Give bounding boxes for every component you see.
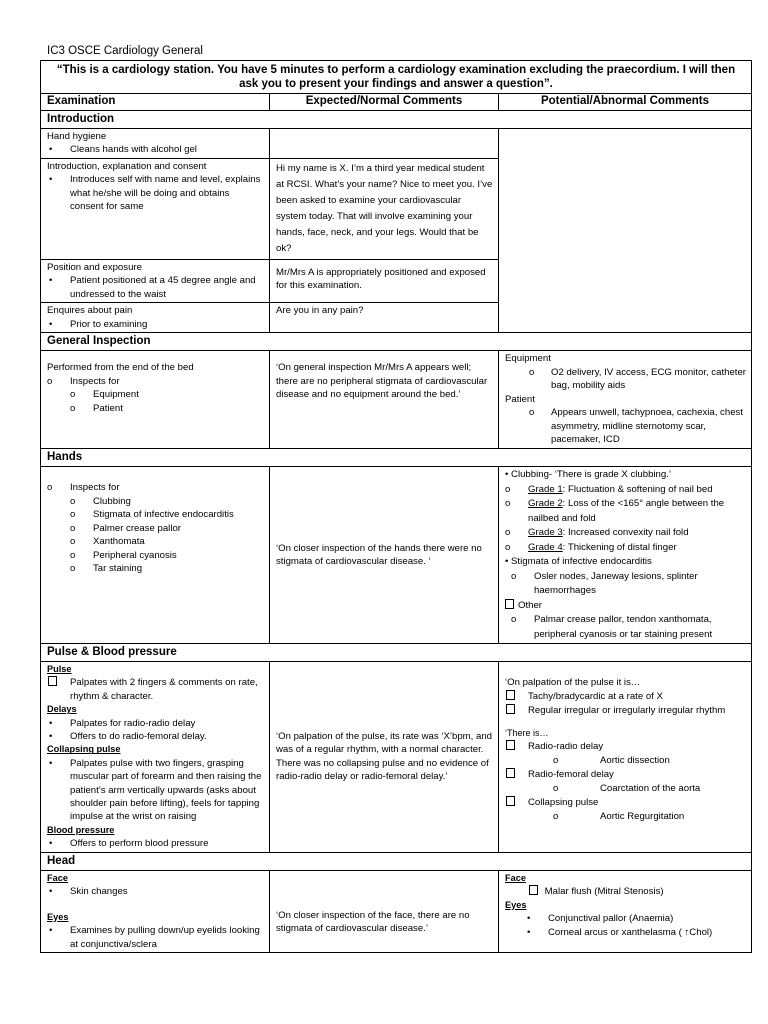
face-label: Face	[47, 872, 68, 883]
intro-abnormal-cell	[499, 128, 752, 333]
position-title: Position and exposure	[47, 261, 142, 273]
abn-face-text: Malar flush (Mitral Stenosis)	[544, 886, 664, 898]
grade-1-label: Grade 1	[528, 483, 563, 495]
grade-3-text: : Increased convexity nail fold	[562, 527, 689, 538]
pulse-abn-rhythm-text: Regular irregular or irregularly irregular rhythm	[528, 705, 726, 716]
consent-item: • Introduces self with name and level, explains what he/she will be doing and obtains consent for same	[47, 173, 265, 214]
checkbox-glyph-icon	[506, 704, 515, 714]
head-normal-text: ‘On closer inspection of the face, there are no stigmata of cardiovascular disease.’	[276, 909, 470, 935]
pain-item: • Prior to examining	[47, 318, 265, 332]
rr-delay-text: Radio-radio delay	[528, 741, 604, 752]
checkbox-glyph-icon	[506, 740, 515, 750]
hand-hygiene-item: • Cleans hands with alcohol gel	[47, 143, 265, 157]
pulse-abn-rhythm	[505, 704, 747, 718]
hands-exam	[41, 467, 270, 644]
delays-item-radio-femoral: • Offers to do radio-femoral delay.	[47, 730, 265, 743]
position-item: • Patient positioned at a 45 degree angle and undressed to the waist	[47, 274, 265, 301]
abn-face	[505, 885, 747, 899]
column-header-expected: Expected/Normal Comments	[270, 94, 499, 111]
rf-cause: o Coarctation of the aorta	[505, 782, 747, 796]
general-exam	[41, 351, 270, 449]
pulse-label: Pulse	[47, 664, 72, 674]
intro-position	[41, 259, 270, 303]
clubbing-head-text: Clubbing- ‘There is grade X clubbing.’	[511, 469, 672, 480]
clubbing-head: • Clubbing- ‘There is grade X clubbing.’	[505, 469, 672, 480]
intro-pain	[41, 303, 270, 333]
rf-delay-text: Radio-femoral delay	[528, 769, 614, 780]
endocarditis-head-text: Stigmata of infective endocarditis	[511, 556, 652, 567]
abn-eyes-label: Eyes	[505, 899, 527, 910]
grade-3	[505, 526, 747, 541]
general-normal-text: ‘On general inspection Mr/Mrs A appears well; there are no peripheral stigmata of cardiovascular disease and no equipment around the bed.’	[276, 362, 488, 400]
general-abn-patient-label: Patient	[505, 393, 535, 405]
general-abn-patient: o Appears unwell, tachypnoea, cachexia, chest asymmetry, midline sternotomy scar, pacemaker, ICD	[529, 406, 747, 447]
general-normal	[270, 351, 499, 449]
section-head: Head	[41, 852, 752, 870]
hands-abnormal	[499, 467, 752, 644]
pain-comment	[270, 303, 499, 333]
delays-item-radio-radio: • Palpates for radio-radio delay	[47, 717, 265, 730]
pulse-abn-rate-text: Tachy/bradycardic at a rate of X	[528, 691, 663, 702]
collapsing-cause: o Aortic Regurgitation	[505, 810, 747, 824]
grade-3-label: Grade 3	[528, 527, 563, 538]
rf-delay	[505, 768, 747, 782]
general-exam-title: Performed from the end of the bed	[47, 362, 194, 373]
collapsing-item: • Palpates pulse with two fingers, grasping muscular part of forearm and then raising the patient’s arm vertically upwards (asks about shoulder pain before lifting), feels for tapping impulse at the wrist on raising	[47, 757, 265, 824]
hands-inspects: o Inspects for	[47, 481, 265, 495]
checkbox-glyph-icon	[506, 768, 515, 778]
endocarditis-head: • Stigmata of infective endocarditis	[505, 556, 652, 567]
eyes-label: Eyes	[47, 911, 69, 922]
intro-hand-hygiene-normal	[270, 128, 499, 158]
general-abnormal	[499, 351, 752, 449]
consent-title: Introduction, explanation and consent	[47, 160, 207, 172]
grade-4-label: Grade 4	[528, 541, 563, 553]
head-exam	[41, 870, 270, 953]
pulse-normal-text: ‘On palpation of the pulse, its rate was ‘X’bpm, and was of a regular rhythm, with a normal character. There was no collapsing pulse and no evidence of radio-radio delay or radio-femoral delay.’	[276, 730, 492, 783]
hands-item-endocarditis: o Stigmata of infective endocarditis	[70, 508, 265, 522]
grade-4	[505, 541, 747, 556]
checkbox-glyph-icon	[505, 599, 514, 609]
grade-2	[505, 497, 747, 526]
abn-face-label: Face	[505, 872, 526, 883]
delays-label: Delays	[47, 704, 77, 715]
section-introduction: Introduction	[41, 110, 752, 128]
pulse-abnormal	[499, 662, 752, 853]
endocarditis-item: o Osler nodes, Janeway lesions, splinter haemorrhages	[511, 570, 747, 599]
document-title: IC3 OSCE Cardiology General	[47, 45, 203, 57]
checkbox-glyph-icon	[48, 676, 57, 686]
general-abn-equipment-label: Equipment	[505, 353, 551, 364]
hands-normal	[270, 467, 499, 644]
rr-delay	[505, 740, 747, 754]
general-item-equipment: o Equipment	[70, 388, 265, 402]
pulse-abn-head: ‘On palpation of the pulse it is…	[505, 677, 641, 688]
other-head	[505, 599, 747, 614]
hand-hygiene-title: Hand hygiene	[47, 130, 107, 142]
pulse-item-text: Palpates with 2 fingers & comments on rate, rhythm & character.	[70, 677, 258, 702]
other-item: o Palmar crease pallor, tendon xanthomata, peripheral cyanosis or tar staining present	[511, 613, 747, 642]
intro-consent	[41, 158, 270, 259]
bp-label: Blood pressure	[47, 824, 115, 835]
grade-2-text: : Loss of the <165° angle between the nailbed and fold	[528, 498, 725, 524]
station-instructions: “This is a cardiology station. You have 5 minutes to perform a cardiology examination excluding the praecordium. I will then ask you to present your findings and answer a question”.	[41, 61, 752, 94]
section-pulse-bp: Pulse & Blood pressure	[41, 644, 752, 662]
consent-comment	[270, 158, 499, 259]
checkbox-glyph-icon	[529, 885, 538, 895]
grade-2-label: Grade 2	[528, 498, 563, 509]
rr-cause: o Aortic dissection	[505, 754, 747, 768]
hands-item-clubbing: o Clubbing	[70, 495, 265, 509]
pain-title: Enquires about pain	[47, 305, 133, 316]
collapsing-pulse-text: Collapsing pulse	[528, 797, 599, 808]
pulse-item	[47, 676, 265, 703]
collapsing-pulse	[505, 796, 747, 810]
hands-normal-text: ‘On closer inspection of the hands there were no stigmata of cardiovascular disease. ‘	[276, 542, 482, 567]
pulse-normal	[270, 662, 499, 853]
pulse-abn-rate	[505, 690, 747, 704]
section-hands: Hands	[41, 449, 752, 467]
general-inspects: o Inspects for	[47, 375, 265, 389]
consent-comment-text: Hi my name is X. I’m a third year medical student at RCSI. What’s your name? Nice to meet you. I’ve been asked to examine your cardiovascular system today. That will involve examining your hands, face, neck, and your legs. Would that be ok?	[276, 162, 493, 254]
pulse-exam	[41, 662, 270, 853]
hands-item-palmar-pallor: o Palmer crease pallor	[70, 522, 265, 536]
general-abn-equipment: o O2 delivery, IV access, ECG monitor, catheter bag, mobility aids	[529, 366, 747, 393]
head-abnormal	[499, 870, 752, 953]
hands-item-xanthomata: o Xanthomata	[70, 535, 265, 549]
section-general-inspection: General Inspection	[41, 333, 752, 351]
grade-4-text: : Thickening of distal finger	[562, 541, 677, 553]
position-comment	[270, 259, 499, 303]
pain-comment-text: Are you in any pain?	[276, 305, 364, 316]
general-item-patient: o Patient	[70, 402, 265, 416]
intro-hand-hygiene	[41, 128, 270, 158]
abn-eyes-pallor: • Conjunctival pallor (Anaemia)	[525, 912, 747, 926]
hands-item-tar: o Tar staining	[70, 562, 265, 576]
checkbox-glyph-icon	[506, 690, 515, 700]
checkbox-glyph-icon	[506, 796, 515, 806]
hands-item-cyanosis: o Peripheral cyanosis	[70, 549, 265, 563]
column-headers	[41, 94, 752, 111]
column-header-abnormal: Potential/Abnormal Comments	[499, 94, 752, 111]
abn-eyes-arcus: • Corneal arcus or xanthelasma ( ↑Chol)	[525, 926, 747, 940]
head-normal	[270, 870, 499, 953]
position-comment-text: Mr/Mrs A is appropriately positioned and exposed for this examination.	[276, 266, 486, 291]
cardiology-osce-table	[40, 60, 752, 953]
other-head-text: Other	[518, 599, 542, 611]
bp-item: • Offers to perform blood pressure	[47, 837, 265, 850]
grade-1	[505, 483, 747, 498]
column-header-examination: Examination	[41, 94, 270, 111]
face-item: • Skin changes	[47, 885, 265, 899]
grade-1-text: : Fluctuation & softening of nail bed	[562, 483, 713, 495]
eyes-item: • Examines by pulling down/up eyelids looking at conjunctiva/sclera	[47, 924, 265, 951]
collapsing-label: Collapsing pulse	[47, 744, 121, 755]
there-is: ‘There is…	[505, 728, 549, 738]
